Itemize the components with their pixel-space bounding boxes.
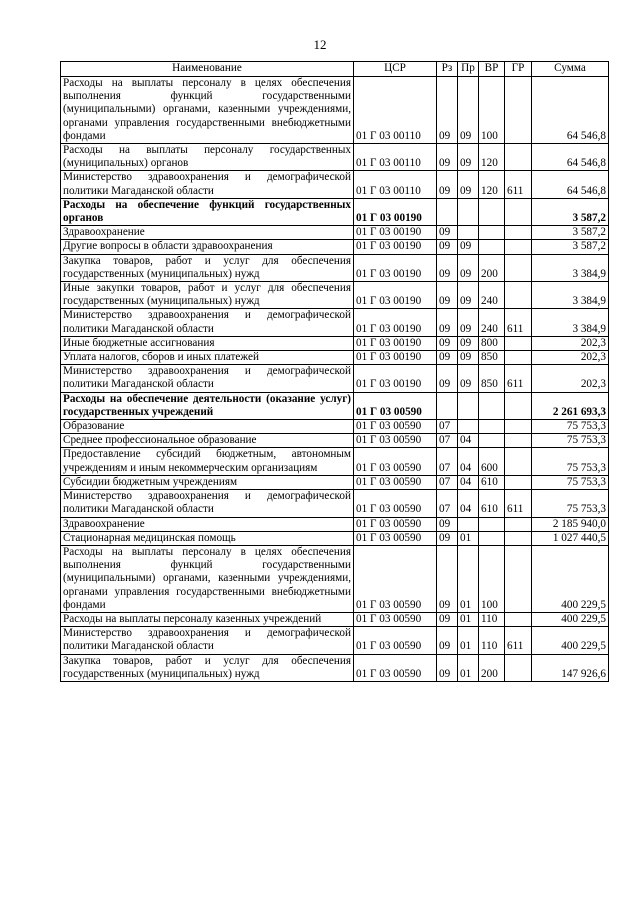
cell-pr: 04 [458, 434, 479, 448]
cell-pr: 09 [458, 309, 479, 336]
cell-sum: 75 753,3 [532, 490, 609, 517]
table-row [61, 240, 609, 254]
cell-sum: 64 546,8 [532, 144, 609, 171]
cell-gr [505, 392, 532, 419]
cell-pr: 09 [458, 351, 479, 365]
table-row [61, 654, 609, 681]
table-body [61, 77, 609, 682]
cell-rz [437, 392, 458, 419]
cell-rz: 09 [437, 612, 458, 626]
table-row [61, 612, 609, 626]
cell-sum: 400 229,5 [532, 545, 609, 612]
cell-gr: 611 [505, 309, 532, 336]
cell-name: Расходы на выплаты персоналу в целях обеспечения выполнения функций государственными (муниципальными) органами, казенными учреждениями, органами управления государственными внебюджетными фондами [61, 545, 354, 612]
cell-gr [505, 434, 532, 448]
cell-sum: 1 027 440,5 [532, 531, 609, 545]
cell-pr: 09 [458, 365, 479, 392]
cell-name: Здравоохранение [61, 226, 354, 240]
cell-csr: 01 Г 03 00190 [354, 254, 437, 281]
cell-csr: 01 Г 03 00590 [354, 475, 437, 489]
cell-csr: 01 Г 03 00590 [354, 545, 437, 612]
cell-vr [479, 531, 505, 545]
cell-sum: 64 546,8 [532, 77, 609, 144]
cell-rz: 07 [437, 434, 458, 448]
table-row [61, 531, 609, 545]
cell-csr: 01 Г 03 00590 [354, 627, 437, 654]
cell-sum: 147 926,6 [532, 654, 609, 681]
cell-gr: 611 [505, 171, 532, 198]
column-header-sum: Сумма [532, 62, 609, 77]
cell-pr: 04 [458, 448, 479, 475]
cell-sum: 202,3 [532, 351, 609, 365]
cell-pr: 09 [458, 336, 479, 350]
cell-pr: 09 [458, 254, 479, 281]
cell-gr: 611 [505, 365, 532, 392]
table-row [61, 254, 609, 281]
column-header-rz: Рз [437, 62, 458, 77]
cell-vr: 800 [479, 336, 505, 350]
cell-pr: 09 [458, 144, 479, 171]
cell-name: Министерство здравоохранения и демографической политики Магаданской области [61, 365, 354, 392]
cell-vr: 850 [479, 351, 505, 365]
cell-rz: 07 [437, 420, 458, 434]
cell-vr [479, 198, 505, 225]
column-header-vr: ВР [479, 62, 505, 77]
cell-name: Иные бюджетные ассигнования [61, 336, 354, 350]
cell-csr: 01 Г 03 00190 [354, 226, 437, 240]
cell-csr: 01 Г 03 00190 [354, 336, 437, 350]
table-row [61, 226, 609, 240]
cell-csr: 01 Г 03 00190 [354, 240, 437, 254]
cell-rz: 09 [437, 226, 458, 240]
cell-sum: 3 384,9 [532, 309, 609, 336]
cell-sum: 3 587,2 [532, 198, 609, 225]
cell-vr: 600 [479, 448, 505, 475]
cell-gr [505, 475, 532, 489]
cell-pr: 04 [458, 490, 479, 517]
cell-name: Субсидии бюджетным учреждениям [61, 475, 354, 489]
cell-name: Закупка товаров, работ и услуг для обеспечения государственных (муниципальных) нужд [61, 254, 354, 281]
column-header-pr: Пр [458, 62, 479, 77]
cell-pr [458, 420, 479, 434]
cell-name: Здравоохранение [61, 517, 354, 531]
cell-sum: 400 229,5 [532, 612, 609, 626]
cell-rz: 09 [437, 627, 458, 654]
cell-pr: 09 [458, 171, 479, 198]
cell-rz: 09 [437, 517, 458, 531]
cell-rz: 09 [437, 282, 458, 309]
cell-sum: 3 587,2 [532, 240, 609, 254]
cell-sum: 400 229,5 [532, 627, 609, 654]
cell-rz: 09 [437, 77, 458, 144]
cell-csr: 01 Г 03 00110 [354, 144, 437, 171]
cell-rz: 09 [437, 254, 458, 281]
cell-rz: 07 [437, 448, 458, 475]
cell-gr [505, 254, 532, 281]
cell-gr [505, 545, 532, 612]
cell-pr [458, 517, 479, 531]
cell-name: Министерство здравоохранения и демографической политики Магаданской области [61, 309, 354, 336]
cell-vr [479, 420, 505, 434]
cell-gr: 611 [505, 490, 532, 517]
cell-gr [505, 351, 532, 365]
cell-csr: 01 Г 03 00190 [354, 282, 437, 309]
cell-pr [458, 226, 479, 240]
cell-name: Расходы на выплаты персоналу казенных учреждений [61, 612, 354, 626]
cell-pr: 01 [458, 531, 479, 545]
table-row [61, 475, 609, 489]
table-row [61, 144, 609, 171]
cell-csr: 01 Г 03 00110 [354, 77, 437, 144]
cell-vr: 200 [479, 654, 505, 681]
cell-vr: 850 [479, 365, 505, 392]
cell-csr: 01 Г 03 00590 [354, 490, 437, 517]
cell-rz: 07 [437, 475, 458, 489]
cell-csr: 01 Г 03 00110 [354, 171, 437, 198]
table-row [61, 351, 609, 365]
cell-vr: 120 [479, 171, 505, 198]
cell-rz: 09 [437, 171, 458, 198]
cell-vr [479, 240, 505, 254]
cell-vr: 200 [479, 254, 505, 281]
cell-name: Стационарная медицинская помощь [61, 531, 354, 545]
cell-csr: 01 Г 03 00590 [354, 612, 437, 626]
cell-vr [479, 434, 505, 448]
cell-vr: 610 [479, 490, 505, 517]
cell-gr [505, 240, 532, 254]
cell-gr [505, 226, 532, 240]
table-row [61, 420, 609, 434]
cell-name: Уплата налогов, сборов и иных платежей [61, 351, 354, 365]
cell-sum: 75 753,3 [532, 434, 609, 448]
cell-name: Предоставление субсидий бюджетным, автономным учреждениям и иным некоммерческим организациям [61, 448, 354, 475]
cell-vr: 100 [479, 545, 505, 612]
cell-rz [437, 198, 458, 225]
cell-sum: 2 261 693,3 [532, 392, 609, 419]
cell-pr: 01 [458, 627, 479, 654]
cell-gr [505, 77, 532, 144]
cell-name: Образование [61, 420, 354, 434]
cell-gr [505, 420, 532, 434]
cell-vr: 120 [479, 144, 505, 171]
cell-gr [505, 654, 532, 681]
cell-sum: 3 587,2 [532, 226, 609, 240]
cell-pr: 01 [458, 545, 479, 612]
cell-csr: 01 Г 03 00590 [354, 420, 437, 434]
cell-name: Расходы на обеспечение функций государственных органов [61, 198, 354, 225]
cell-rz: 09 [437, 654, 458, 681]
cell-pr: 01 [458, 612, 479, 626]
cell-name: Другие вопросы в области здравоохранения [61, 240, 354, 254]
cell-rz: 07 [437, 490, 458, 517]
column-header-csr: ЦСР [354, 62, 437, 77]
column-header-name: Наименование [61, 62, 354, 77]
table-header-row [61, 62, 609, 77]
cell-gr [505, 144, 532, 171]
table-row-section [61, 198, 609, 225]
cell-vr: 240 [479, 309, 505, 336]
table-row [61, 365, 609, 392]
cell-gr [505, 336, 532, 350]
cell-pr [458, 392, 479, 419]
table-row [61, 77, 609, 144]
table-row [61, 517, 609, 531]
cell-gr [505, 282, 532, 309]
cell-csr: 01 Г 03 00590 [354, 654, 437, 681]
cell-csr: 01 Г 03 00590 [354, 434, 437, 448]
table-row [61, 448, 609, 475]
cell-rz: 09 [437, 545, 458, 612]
page-number: 12 [313, 37, 327, 52]
cell-gr [505, 517, 532, 531]
column-header-gr: ГР [505, 62, 532, 77]
cell-name: Министерство здравоохранения и демографической политики Магаданской области [61, 627, 354, 654]
cell-pr [458, 198, 479, 225]
cell-rz: 09 [437, 336, 458, 350]
table-row [61, 627, 609, 654]
cell-vr [479, 226, 505, 240]
cell-csr: 01 Г 03 00590 [354, 517, 437, 531]
cell-vr: 110 [479, 612, 505, 626]
cell-rz: 09 [437, 309, 458, 336]
cell-name: Министерство здравоохранения и демографической политики Магаданской области [61, 171, 354, 198]
cell-name: Среднее профессиональное образование [61, 434, 354, 448]
table-row [61, 545, 609, 612]
cell-name: Закупка товаров, работ и услуг для обеспечения государственных (муниципальных) нужд [61, 654, 354, 681]
cell-sum: 2 185 940,0 [532, 517, 609, 531]
cell-csr: 01 Г 03 00190 [354, 309, 437, 336]
table-row [61, 309, 609, 336]
cell-gr: 611 [505, 627, 532, 654]
cell-sum: 64 546,8 [532, 171, 609, 198]
cell-csr: 01 Г 03 00190 [354, 198, 437, 225]
cell-gr [505, 612, 532, 626]
cell-rz: 09 [437, 144, 458, 171]
cell-vr: 240 [479, 282, 505, 309]
cell-rz: 09 [437, 240, 458, 254]
cell-gr [505, 198, 532, 225]
table-row [61, 434, 609, 448]
cell-sum: 3 384,9 [532, 282, 609, 309]
cell-pr: 09 [458, 77, 479, 144]
cell-gr [505, 531, 532, 545]
cell-sum: 3 384,9 [532, 254, 609, 281]
cell-pr: 09 [458, 240, 479, 254]
cell-name: Расходы на выплаты персоналу в целях обеспечения выполнения функций государственными (муниципальными) органами, казенными учреждениями, органами управления государственными внебюджетными фондами [61, 77, 354, 144]
table-row-section [61, 392, 609, 419]
cell-pr: 09 [458, 282, 479, 309]
cell-gr [505, 448, 532, 475]
cell-sum: 202,3 [532, 336, 609, 350]
cell-rz: 09 [437, 351, 458, 365]
cell-sum: 75 753,3 [532, 475, 609, 489]
cell-vr: 610 [479, 475, 505, 489]
cell-vr [479, 392, 505, 419]
cell-name: Иные закупки товаров, работ и услуг для обеспечения государственных (муниципальных) нужд [61, 282, 354, 309]
table-row [61, 336, 609, 350]
cell-name: Расходы на обеспечение деятельности (оказание услуг) государственных учреждений [61, 392, 354, 419]
cell-pr: 04 [458, 475, 479, 489]
cell-pr: 01 [458, 654, 479, 681]
table-row [61, 282, 609, 309]
cell-csr: 01 Г 03 00190 [354, 365, 437, 392]
cell-csr: 01 Г 03 00590 [354, 531, 437, 545]
cell-sum: 75 753,3 [532, 448, 609, 475]
cell-csr: 01 Г 03 00190 [354, 351, 437, 365]
table-row [61, 490, 609, 517]
cell-name: Расходы на выплаты персоналу государственных (муниципальных) органов [61, 144, 354, 171]
budget-table [60, 61, 609, 682]
cell-csr: 01 Г 03 00590 [354, 392, 437, 419]
cell-rz: 09 [437, 365, 458, 392]
table-row [61, 171, 609, 198]
cell-csr: 01 Г 03 00590 [354, 448, 437, 475]
cell-vr: 110 [479, 627, 505, 654]
cell-name: Министерство здравоохранения и демографической политики Магаданской области [61, 490, 354, 517]
cell-sum: 202,3 [532, 365, 609, 392]
cell-rz: 09 [437, 531, 458, 545]
cell-vr [479, 517, 505, 531]
cell-sum: 75 753,3 [532, 420, 609, 434]
cell-vr: 100 [479, 77, 505, 144]
